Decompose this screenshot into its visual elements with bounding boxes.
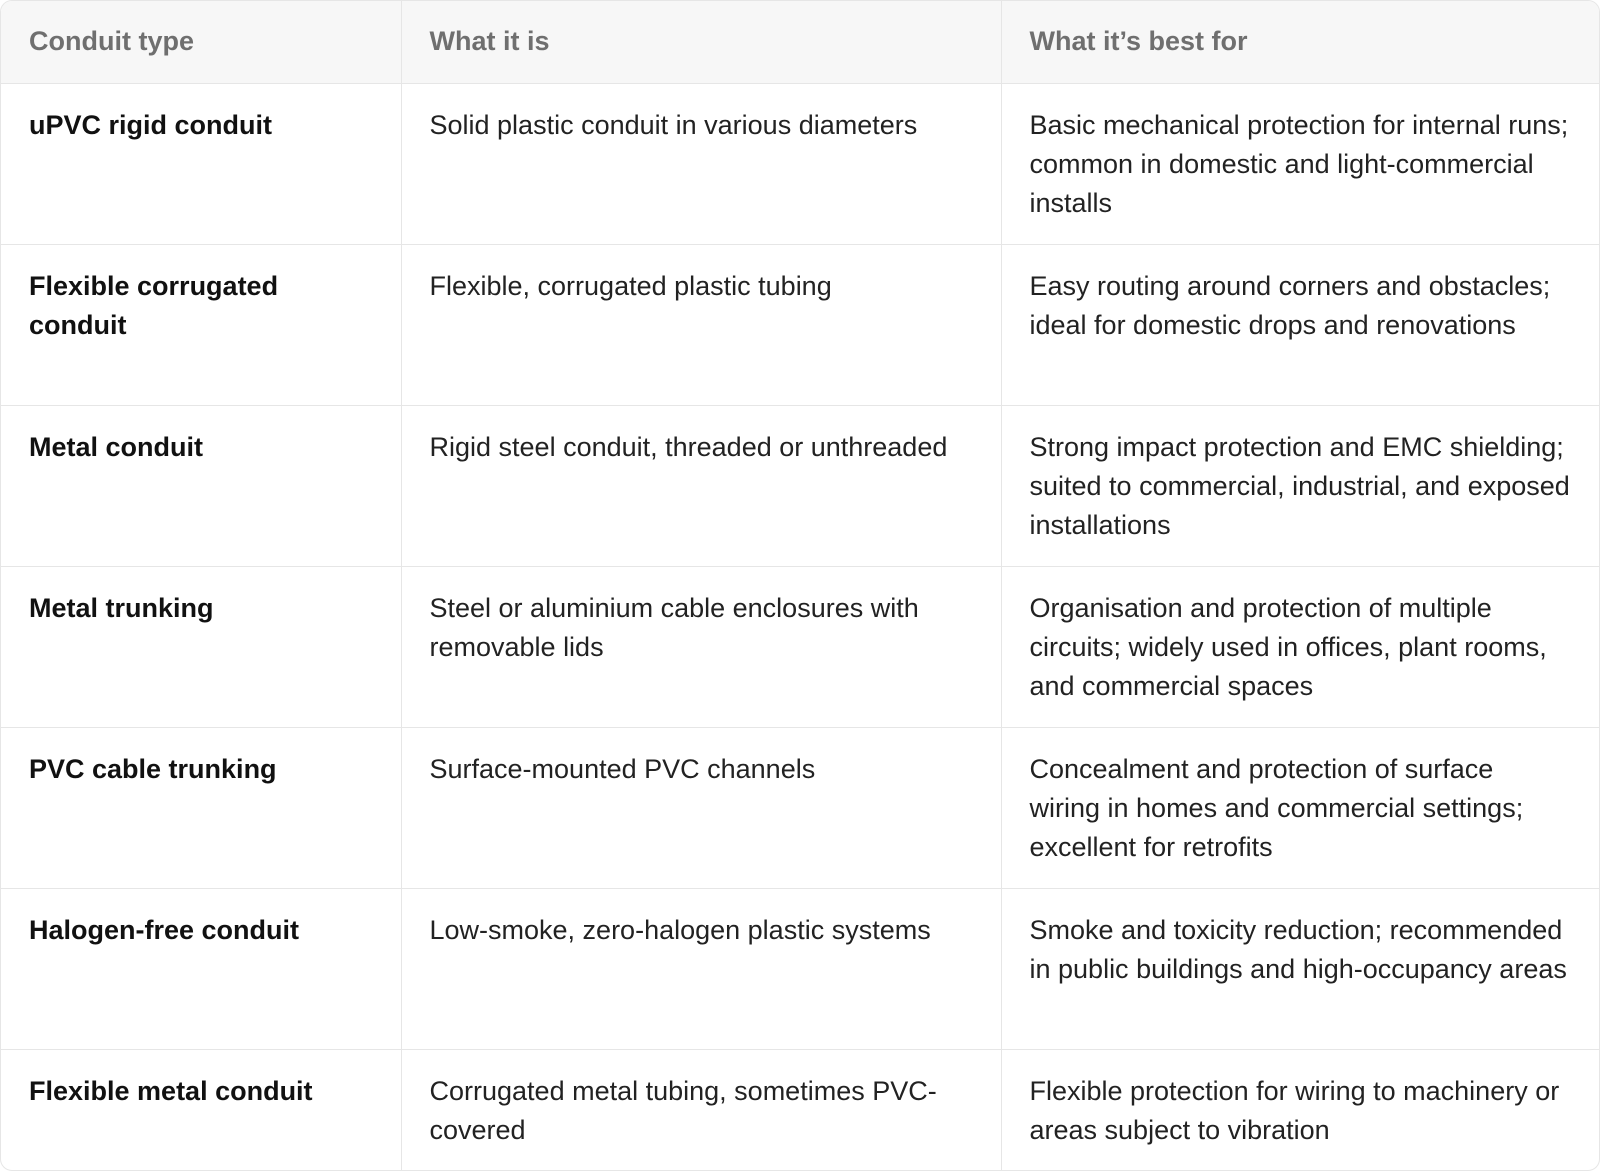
cell-conduit-type: Metal conduit bbox=[1, 405, 401, 566]
cell-what-it-is: Low-smoke, zero-halogen plastic systems bbox=[401, 889, 1001, 1050]
cell-best-for: Strong impact protection and EMC shielding; suited to commercial, industrial, and exposed installations bbox=[1001, 405, 1599, 566]
cell-best-for: Basic mechanical protection for internal runs; common in domestic and light-commercial installs bbox=[1001, 83, 1599, 244]
table-row bbox=[1, 83, 1599, 244]
header-row bbox=[1, 1, 1599, 83]
cell-what-it-is: Surface-mounted PVC channels bbox=[401, 728, 1001, 889]
cell-conduit-type: PVC cable trunking bbox=[1, 728, 401, 889]
cell-best-for: Smoke and toxicity reduction; recommended in public buildings and high-occupancy areas bbox=[1001, 889, 1599, 1050]
header-what-it-is: What it is bbox=[401, 1, 1001, 83]
table-body bbox=[1, 83, 1599, 1170]
table-row bbox=[1, 728, 1599, 889]
cell-what-it-is: Steel or aluminium cable enclosures with removable lids bbox=[401, 566, 1001, 727]
cell-best-for: Organisation and protection of multiple circuits; widely used in offices, plant rooms, and commercial spaces bbox=[1001, 566, 1599, 727]
cell-what-it-is: Rigid steel conduit, threaded or unthreaded bbox=[401, 405, 1001, 566]
conduit-comparison-table bbox=[1, 1, 1599, 1170]
cell-what-it-is: Solid plastic conduit in various diameters bbox=[401, 83, 1001, 244]
table-row bbox=[1, 889, 1599, 1050]
cell-best-for: Concealment and protection of surface wiring in homes and commercial settings; excellent for retrofits bbox=[1001, 728, 1599, 889]
table-row bbox=[1, 1050, 1599, 1170]
cell-conduit-type: Flexible corrugated conduit bbox=[1, 244, 401, 405]
table-header bbox=[1, 1, 1599, 83]
table-row bbox=[1, 566, 1599, 727]
cell-conduit-type: uPVC rigid conduit bbox=[1, 83, 401, 244]
table-row bbox=[1, 244, 1599, 405]
cell-best-for: Easy routing around corners and obstacles; ideal for domestic drops and renovations bbox=[1001, 244, 1599, 405]
header-best-for: What it’s best for bbox=[1001, 1, 1599, 83]
cell-best-for: Flexible protection for wiring to machinery or areas subject to vibration bbox=[1029, 1076, 1560, 1146]
cell-what-it-is: Corrugated metal tubing, sometimes PVC-covered bbox=[401, 1050, 1001, 1170]
header-conduit-type: Conduit type bbox=[1, 1, 401, 83]
cell-conduit-type: Halogen-free conduit bbox=[1, 889, 401, 1050]
cell-conduit-type: Flexible metal conduit bbox=[1, 1050, 401, 1170]
cell-what-it-is: Flexible, corrugated plastic tubing bbox=[401, 244, 1001, 405]
cell-conduit-type: Metal trunking bbox=[1, 566, 401, 727]
table-row bbox=[1, 405, 1599, 566]
